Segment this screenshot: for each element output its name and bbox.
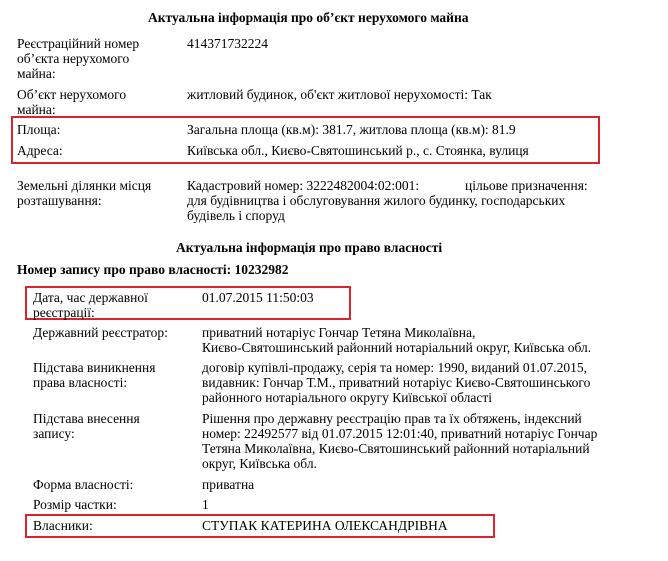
value-line: Києво-Святошинський районний нотаріальний округ, Київська обл. — [202, 340, 592, 355]
ownership-record-number: Номер запису про право власності: 10232982 — [17, 262, 289, 277]
label-line: реєстрації: — [33, 305, 95, 320]
value-share-size: 1 — [202, 497, 209, 512]
object-section-heading: Актуальна інформація про об’єкт нерухомого майна — [148, 10, 469, 25]
label-line: Підстава внесення — [33, 411, 140, 426]
value-line: районного нотаріального округу Київської області — [202, 390, 493, 405]
label-line: об’єкта нерухомого — [17, 51, 130, 66]
value-registrar — [202, 325, 591, 355]
value-line: округ, Київська обл. — [202, 456, 317, 471]
value-area: Загальна площа (кв.м): 381.7, житлова площа (кв.м): 81.9 — [187, 122, 516, 137]
label-share-size: Розмір частки: — [33, 497, 117, 512]
value-owners: СТУПАК КАТЕРИНА ОЛЕКСАНДРІВНА — [202, 518, 448, 533]
value-ownership-basis — [202, 360, 590, 405]
label-registration-date — [33, 290, 148, 320]
label-line: права власності: — [33, 375, 128, 390]
label-registration-number — [17, 36, 139, 81]
label-area: Площа: — [17, 122, 61, 137]
label-ownership-form: Форма власності: — [33, 477, 134, 492]
label-line: майна: — [17, 66, 56, 81]
label-owners: Власники: — [33, 518, 93, 533]
value-entry-basis — [202, 411, 597, 471]
label-line: майна: — [17, 102, 56, 117]
label-registrar: Державний реєстратор: — [33, 325, 168, 340]
value-line: Рішення про державну реєстрацію прав та їх обтяжень, індексний — [202, 411, 582, 426]
label-line: Реєстраційний номер — [17, 36, 140, 51]
value-line: видавник: Гончар Т.М., приватний нотаріус Києво-Святошинського — [202, 375, 591, 390]
value-line: номер: 22492577 від 01.07.2015 12:01:40, приватний нотаріус Гончар — [202, 426, 598, 441]
cadastral-number: Кадастровий номер: 3222482004:02:001: — [187, 178, 420, 193]
label-ownership-basis — [33, 360, 155, 390]
value-line: приватний нотаріус Гончар Тетяна Миколаївна, — [202, 325, 476, 340]
label-line: Об’єкт нерухомого — [17, 87, 127, 102]
value-object-type: житловий будинок, об'єкт житлової нерухомості: Так — [187, 87, 492, 102]
value-line: для будівництва і обслуговування жилого будинку, господарських — [187, 193, 566, 208]
value-line: будівель і споруд — [187, 208, 285, 223]
label-line: розташування: — [17, 193, 102, 208]
value-line: договір купівлі-продажу, серія та номер: 1990, виданий 01.07.2015, — [202, 360, 587, 375]
label-line: запису: — [33, 426, 75, 441]
value-land-plots — [187, 178, 657, 223]
label-line: Дата, час державної — [33, 290, 148, 305]
label-address: Адреса: — [17, 143, 63, 158]
value-registration-number: 414371732224 — [187, 36, 268, 51]
value-ownership-form: приватна — [202, 477, 255, 492]
label-line: Підстава виникнення — [33, 360, 156, 375]
label-object-type — [17, 87, 126, 117]
designation-label: цільове призначення: — [465, 178, 588, 193]
ownership-section-heading: Актуальна інформація про право власності — [176, 240, 443, 255]
label-land-plots — [17, 178, 151, 208]
value-address: Київська обл., Києво-Святошинський р., с. Стоянка, вулиця — [187, 143, 529, 158]
label-entry-basis — [33, 411, 140, 441]
label-line: Земельні ділянки місця — [17, 178, 152, 193]
value-registration-date: 01.07.2015 11:50:03 — [202, 290, 314, 305]
value-line: Тетяна Миколаївна, Києво-Святошинський районний нотаріальний — [202, 441, 590, 456]
